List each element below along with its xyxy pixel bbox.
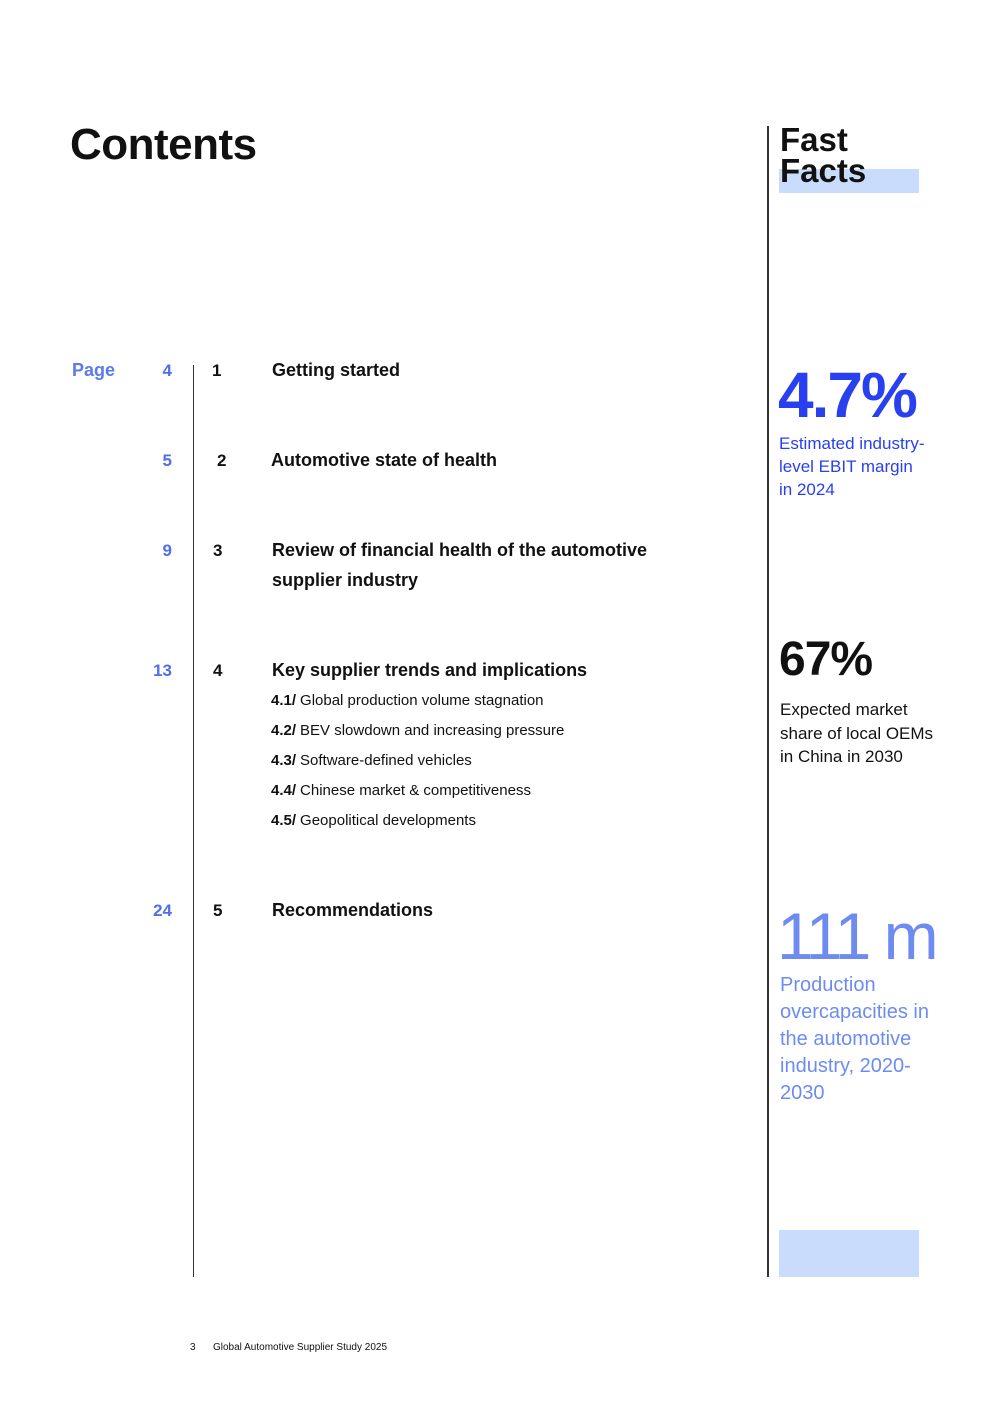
toc-section-number-2: 2 (217, 451, 227, 470)
toc-subitem-title: Chinese market & competitiveness (300, 782, 531, 799)
toc-section-title-3[interactable]: Review of financial health of the automotive supplier industry (272, 540, 648, 590)
toc-subitem-number: 4.5/ (271, 812, 297, 829)
toc-section-number-1: 1 (212, 361, 222, 380)
toc-subitem-title: Global production volume stagnation (300, 692, 544, 709)
toc-section-number-3: 3 (213, 541, 223, 560)
footer-page-number: 3 (190, 1342, 196, 1353)
toc-divider-line (193, 365, 194, 1277)
toc-subitem-title: Software-defined vehicles (300, 752, 472, 769)
fast-facts-title-line1: Fast (780, 121, 848, 158)
toc-section-title-1[interactable]: Getting started (272, 360, 401, 380)
toc-subitem-title: BEV slowdown and increasing pressure (300, 722, 565, 739)
page-column-label: Page (72, 360, 116, 380)
fact-description-overcapacities: Production overcapacities in the automotive industry, 2020-2030 (780, 974, 929, 1104)
toc-page-number-5[interactable]: 24 (153, 901, 172, 920)
toc-section-title-5[interactable]: Recommendations (272, 900, 434, 920)
page-title: Contents (70, 120, 257, 169)
toc-subitem-number: 4.3/ (271, 752, 297, 769)
fast-facts-title-line2: Facts (780, 152, 867, 189)
footer-document-title: Global Automotive Supplier Study 2025 (213, 1342, 387, 1353)
fact-value-ebit-margin: 4.7% (778, 359, 916, 431)
fact-description-oem-share: Expected market share of local OEMs in China in 2030 (780, 700, 934, 766)
toc-page-number-4[interactable]: 13 (153, 661, 172, 680)
toc-page-number-3[interactable]: 9 (162, 541, 172, 560)
fact-value-overcapacities: 111 m (777, 899, 936, 973)
fact-description-ebit-margin: Estimated industry-level EBIT margin in 2024 (779, 434, 925, 499)
toc-subitem[interactable] (271, 722, 564, 739)
toc-subitem-title: Geopolitical developments (300, 812, 476, 829)
toc-page-number-2[interactable]: 5 (162, 451, 172, 470)
toc-section-number-5: 5 (213, 901, 223, 920)
toc-subitem[interactable] (271, 692, 544, 709)
fast-facts-bottom-bar (779, 1230, 919, 1277)
toc-section-number-4: 4 (213, 661, 223, 680)
toc-subitem[interactable] (271, 752, 472, 769)
toc-subitem[interactable] (271, 782, 531, 799)
toc-subitem-number: 4.1/ (271, 692, 297, 709)
toc-section-title-4[interactable]: Key supplier trends and implications (272, 660, 588, 680)
fast-facts-title (780, 121, 867, 189)
toc-section-title-2[interactable]: Automotive state of health (271, 450, 498, 470)
fast-facts-divider-line (767, 126, 769, 1277)
toc-subitem-number: 4.2/ (271, 722, 297, 739)
fact-value-oem-share: 67% (779, 633, 873, 686)
toc-subitem-number: 4.4/ (271, 782, 297, 799)
toc-page-number-1[interactable]: 4 (162, 361, 172, 380)
toc-subitem[interactable] (271, 812, 476, 829)
